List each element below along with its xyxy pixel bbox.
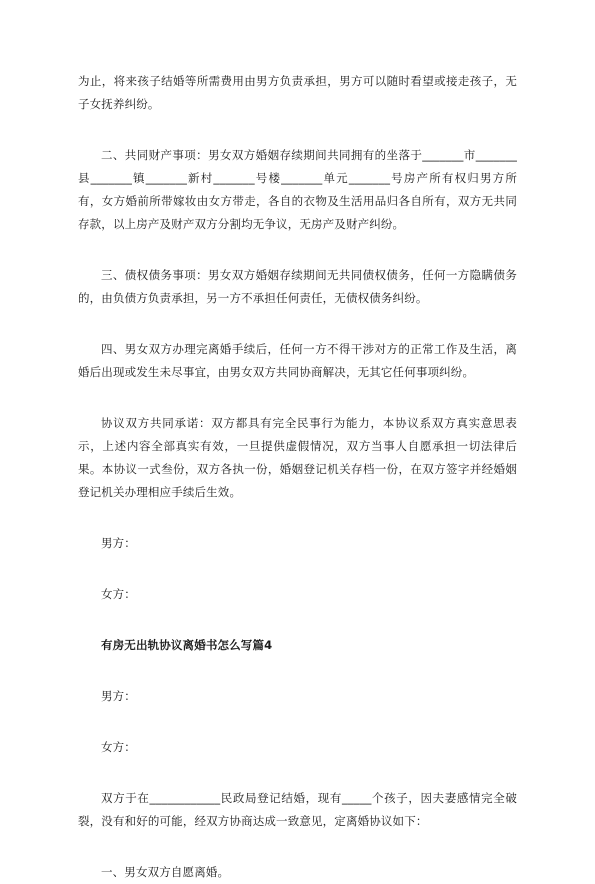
- signature-male-label: 男方：: [101, 536, 136, 550]
- signature-female-label: 女方：: [101, 587, 136, 601]
- party-female-label: 女方：: [101, 740, 136, 754]
- paragraph-marriage-registration: 双方于在____________民政局登记结婚，现有_____个孩子，因夫妻感情完全破裂，没有和好的可能，经双方协商达成一致意见，定离婚协议如下：: [78, 791, 517, 828]
- paragraph-child-custody-end: 为止，将来孩子结婚等所需费用由男方负责承担，男方可以随时看望或接走孩子，无子女抚养纠纷。: [78, 74, 517, 111]
- party-male-label: 男方：: [101, 689, 136, 703]
- paragraph-debts: 三、债权债务事项：男女双方婚姻存续期间无共同债权债务，任何一方隐瞒债务的，由负债方负责承担，另一方不承担任何责任，无债权债务纠纷。: [78, 268, 517, 305]
- paragraph-joint-property: 二、共同财产事项：男女双方婚姻存续期间共同拥有的坐落于_______市_______县_______镇_______新村_______号楼_______单元_______号房产所有权归男方所有，女方婚前所带嫁妆由女方带走，各自的衣物及生活用品归各自所有，双方无共同存款，以上房产及财产双方分割均无争议，无房产及财产纠纷。: [78, 148, 517, 231]
- paragraph-post-divorce: 四、男女双方办理完离婚手续后，任何一方不得干涉对方的正常工作及生活，离婚后出现或发生未尽事宜，由男女双方共同协商解决，无其它任何事项纠纷。: [78, 342, 517, 379]
- paragraph-clause-one: 一、男女双方自愿离婚。: [101, 865, 230, 879]
- section-heading: 有房无出轨协议离婚书怎么写篇4: [101, 638, 273, 652]
- paragraph-joint-commitment: 协议双方共同承诺：双方都具有完全民事行为能力，本协议系双方真实意思表示，上述内容全部真实有效，一旦提供虚假情况，双方当事人自愿承担一切法律后果。本协议一式叁份，双方各执一份，婚姻登记机关存档一份，在双方签字并经婚姻登记机关办理相应手续后生效。: [78, 416, 517, 499]
